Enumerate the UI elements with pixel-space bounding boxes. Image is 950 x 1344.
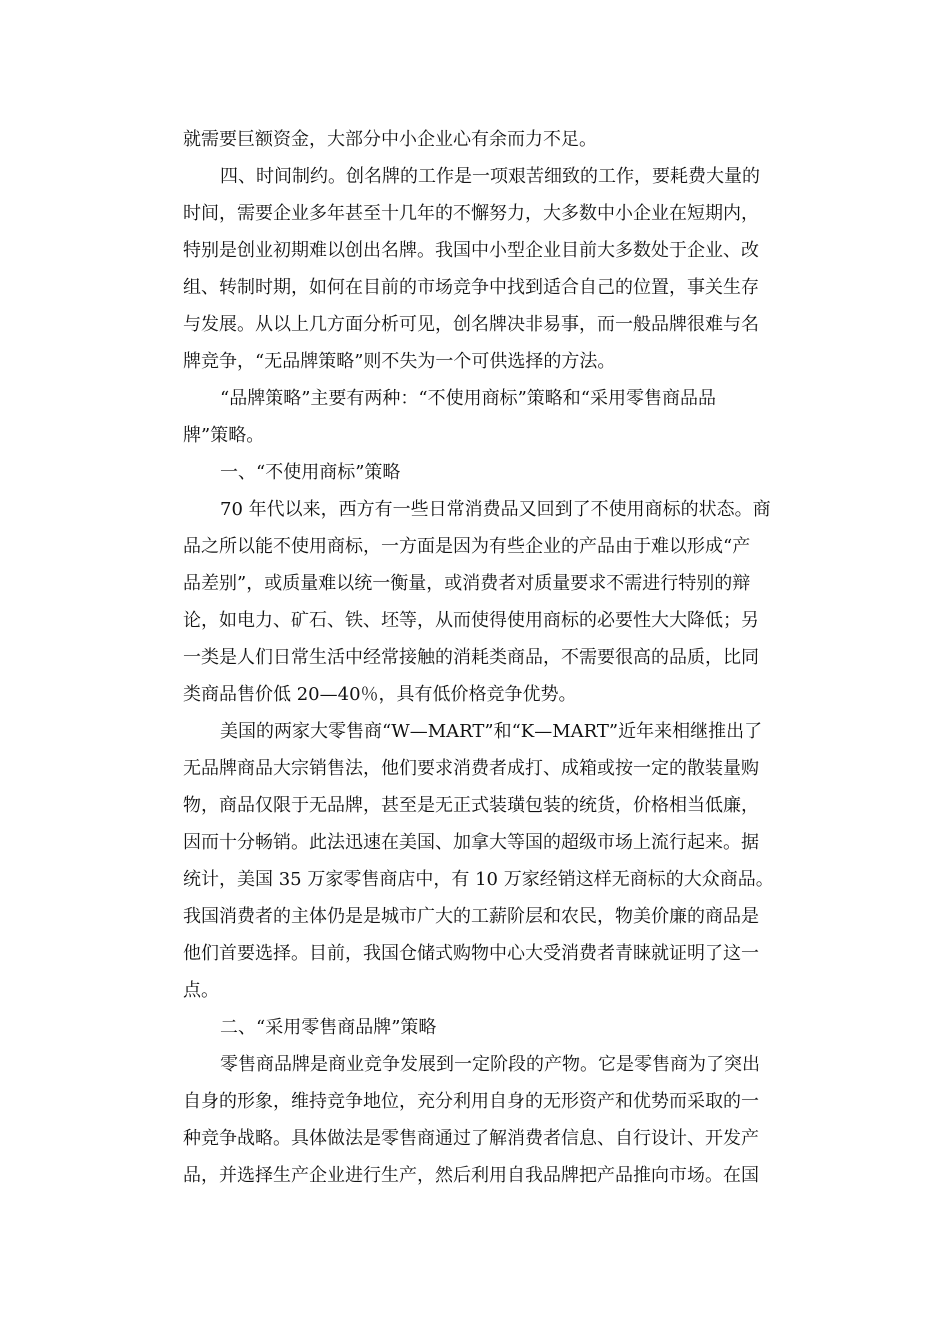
paragraph-p2 xyxy=(183,158,805,380)
text-line: 我国消费者的主体仍是是城市广大的工薪阶层和农民，物美价廉的商品是 xyxy=(183,906,759,927)
paragraph-p1 xyxy=(183,121,805,158)
text-line: 零售商品牌是商业竞争发展到一定阶段的产物。它是零售商为了突出 xyxy=(220,1054,760,1075)
text-line: 品差别”，或质量难以统一衡量，或消费者对质量要求不需进行特别的辩 xyxy=(183,573,751,594)
text-line: 牌”策略。 xyxy=(183,425,265,446)
text-line: 物，商品仅限于无品牌，甚至是无正式装璜包装的统货，价格相当低廉， xyxy=(183,795,759,816)
text-line: 就需要巨额资金，大部分中小企业心有余而力不足。 xyxy=(183,129,597,150)
text-line: 品之所以能不使用商标，一方面是因为有些企业的产品由于难以形成“产 xyxy=(183,536,751,557)
text-line: 与发展。从以上几方面分析可见，创名牌决非易事，而一般品牌很难与名 xyxy=(183,314,759,335)
paragraph-p6 xyxy=(183,713,805,1009)
text-line: 牌竞争，“无品牌策略”则不失为一个可供选择的方法。 xyxy=(183,351,616,372)
text-line: 点。 xyxy=(183,980,219,1001)
paragraph-p8 xyxy=(183,1046,805,1194)
text-line: 四、时间制约。创名牌的工作是一项艰苦细致的工作，要耗费大量的 xyxy=(220,166,760,187)
text-line: 品，并选择生产企业进行生产，然后利用自我品牌把产品推向市场。在国 xyxy=(183,1165,759,1186)
text-line: 时间，需要企业多年甚至十几年的不懈努力，大多数中小企业在短期内， xyxy=(183,203,759,224)
text-line: 美国的两家大零售商“W—MART”和“K—MART”近年来相继推出了 xyxy=(220,721,763,742)
text-line: 特别是创业初期难以创出名牌。我国中小型企业目前大多数处于企业、改 xyxy=(183,240,759,261)
text-line: 他们首要选择。目前，我国仓储式购物中心大受消费者青睐就证明了这一 xyxy=(183,943,759,964)
document-body xyxy=(183,121,805,1194)
paragraph-p3 xyxy=(183,380,805,454)
text-line: 一、“不使用商标”策略 xyxy=(220,462,401,483)
text-line: 统计，美国 35 万家零售商店中，有 10 万家经销这样无商标的大众商品。 xyxy=(183,869,774,890)
text-line: 因而十分畅销。此法迅速在美国、加拿大等国的超级市场上流行起来。据 xyxy=(183,832,759,853)
paragraph-p7 xyxy=(183,1009,805,1046)
text-line: 自身的形象，维持竞争地位，充分利用自身的无形资产和优势而采取的一 xyxy=(183,1091,759,1112)
paragraph-p5 xyxy=(183,491,805,713)
text-line: 类商品售价低 20—40％，具有低价格竞争优势。 xyxy=(183,684,577,705)
text-line: 种竞争战略。具体做法是零售商通过了解消费者信息、自行设计、开发产 xyxy=(183,1128,759,1149)
text-line: “品牌策略”主要有两种：“不使用商标”策略和“采用零售商品品 xyxy=(220,388,717,409)
text-line: 二、“采用零售商品牌”策略 xyxy=(220,1017,437,1038)
text-line: 无品牌商品大宗销售法，他们要求消费者成打、成箱或按一定的散装量购 xyxy=(183,758,759,779)
text-line: 论，如电力、矿石、铁、坯等，从而使得使用商标的必要性大大降低；另 xyxy=(183,610,759,631)
text-line: 70 年代以来，西方有一些日常消费品又回到了不使用商标的状态。商 xyxy=(220,499,771,520)
text-line: 组、转制时期，如何在目前的市场竞争中找到适合自己的位置，事关生存 xyxy=(183,277,759,298)
text-line: 一类是人们日常生活中经常接触的消耗类商品，不需要很高的品质，比同 xyxy=(183,647,759,668)
paragraph-p4 xyxy=(183,454,805,491)
